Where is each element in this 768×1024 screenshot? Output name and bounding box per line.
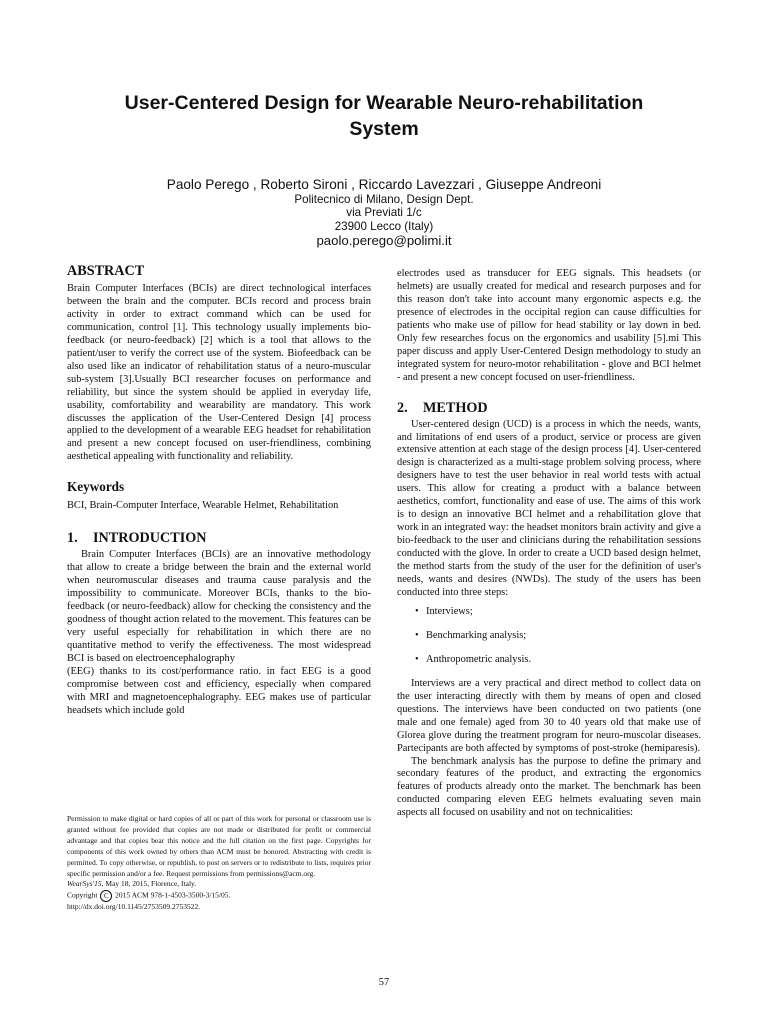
section-title: METHOD	[423, 399, 488, 416]
introduction-heading	[67, 529, 371, 547]
bullet-icon: •	[415, 653, 419, 665]
abstract-text: Brain Computer Interfaces (BCIs) are direct technological interfaces between the brain and the computer. BCIs record and process brain activity in order to extract command which can be used for communication, control [1]. This technology usually implements bio-feedback (or neuro-feedback) [2] which is a tool that allows to the patient/user to verify the correct use of the system. Biofeedback can be also used like an indicator of rehabilitation status of a neuro-muscular sub-system [3].Usually BCI researcher focuses on performance and reliability, but since the system should be applied in everyday life, usability, comfortability and wearability are mandatory. This work discusses the application of the User-Centered Design [4] process applied to the development of a wearable EEG headset for rehabilitation and present a new concept focused on user-friendliness, combining aesthetical appealing with functionality and reliability.	[67, 283, 371, 463]
author-list: Paolo Perego , Roberto Sironi , Riccardo Lavezzari , Giuseppe Andreoni	[166, 177, 602, 192]
page-number: 57	[378, 977, 390, 988]
keywords-heading: Keywords	[67, 479, 125, 495]
bullet-icon: •	[415, 605, 419, 617]
copyright-details: 2015 ACM 978-1-4503-3500-3/15/05.	[113, 891, 231, 901]
copyright-line	[67, 890, 371, 902]
list-item-text: Benchmarking analysis;	[426, 629, 527, 641]
benchmark-paragraph: The benchmark analysis has the purpose to define the primary and secondary features of the product, and extracting the ergonomics features of products already onto the market. The benchmark has been conducted comparing eleven EEG helmets evaluating seven main aspects all focused on usability and not on technicalities:	[397, 755, 701, 819]
section-title: INTRODUCTION	[93, 530, 207, 547]
bullet-icon: •	[415, 629, 419, 641]
introduction-paragraph-continued: (EEG) thanks to its cost/performance ratio. in fact EEG is a good compromise between cost and efficiency, especially when compared with MRI and magnetoencephalography. EEG makes use of particular headsets which include gold	[67, 665, 371, 716]
permission-notice	[67, 814, 371, 913]
list-item-text: Anthropometric analysis.	[426, 653, 532, 665]
method-steps-list	[397, 606, 701, 667]
affiliation-line: Politecnico di Milano, Design Dept.	[294, 193, 474, 206]
affiliation-block	[40, 193, 728, 233]
interviews-paragraph: Interviews are a very practical and direct method to collect data on the user interacting directly with them by means of open and closed questions. The interviews have been conducted on two patients (one male and one female) aged from 30 to 40 years old that make use of Glorea glove during the treatment program for neuro-muscolar diseases. Partecipants are both affected by symptoms of post-stroke (hemiparesis).	[397, 677, 701, 754]
section-number: 2.	[397, 399, 408, 416]
keywords-text: BCI, Brain-Computer Interface, Wearable Helmet, Rehabilitation	[67, 500, 339, 512]
affiliation-line: via Previati 1/c	[346, 206, 422, 220]
venue-line	[67, 879, 371, 890]
introduction-continuation: electrodes used as transducer for EEG signals. This headsets (or helmets) are usually created for medical and research purposes and for this reason don't take into account many ergonomic aspects e.g. the presence of electrodes in the occipital region can cause difficulties for patients who make use of pillow for head stability or lay down in bed. Only few researches focus on the ergonomics and usability [5].mi This paper discuss and apply User-Centered Design methodology to study an integrated system for neuro-motor rehabilitation - glove and BCI helmet - and present a new concept focused on user-friendliness.	[397, 268, 701, 383]
copyright-label: Copyright	[67, 891, 98, 901]
author-email: paolo.perego@polimi.it	[316, 233, 452, 248]
title-line-2: System	[349, 118, 419, 140]
permission-text: Permission to make digital or hard copies of all or part of this work for personal or classroom use is granted without fee provided that copies are not made or distributed for profit or commercial advantage and that copies bear this notice and the full citation on the first page. Copyrights for components of this work owned by others than ACM must be honored. Abstracting with credit is permitted. To copy otherwise, or republish, to post on servers or to redistribute to lists, requires prior specific permission and/or a fee. Request permissions from permissions@acm.org.	[67, 814, 371, 878]
list-item-text: Interviews;	[426, 605, 473, 617]
list-item	[415, 654, 701, 667]
list-item	[415, 606, 701, 619]
introduction-paragraph: Brain Computer Interfaces (BCIs) are an innovative methodology that allow to create a bridge between the brain and the external world when neuromuscular diseases and trauma cause paralysis and the impossibility to communicate. Moreover BCIs, thanks to the bio-feedback (or neuro-feedback) allow for checking the consistency and the goodness of thought action related to the movement. This features can be very useful especially for rehabilitation in which there are no quantitative method to verify the effectiveness. The most widespread BCI is based on electroencephalography	[67, 549, 371, 664]
copyright-icon: C	[100, 890, 112, 902]
left-column	[67, 262, 371, 718]
doi-link: http://dx.doi.org/10.1145/2753509.2753522.	[67, 902, 201, 912]
title-line-1: User-Centered Design for Wearable Neuro-rehabilitation	[124, 92, 644, 114]
abstract-heading: ABSTRACT	[67, 263, 145, 279]
affiliation-line: 23900 Lecco (Italy)	[334, 219, 434, 233]
method-heading	[397, 399, 701, 417]
paper-title	[40, 90, 728, 142]
right-column	[397, 268, 701, 820]
method-paragraph: User-centered design (UCD) is a process in which the needs, wants, and limitations of end users of a product, service or process are given extensive attention at each stage of the design process [4]. User-centered design is characterized as a multi-stage problem solving process, where designers have to test the user behavior in real world tests with actual users. This allow for creating a product with a balance between aesthetics, comfort, functionality and ease of use. The aims of this work is to design an innovative BCI helmet and a rehabilitation glove that work in an integrated way: the headset monitors brain activity and give a bio-feedback to the user and clinicians during the rehabilitation sessions conducted with the glove. In order to create a UCD based design helmet, the method starts from the study of the user for the definition of user's needs, wants and desires (NWDs). The study of the users has been conducted into three steps:	[397, 418, 701, 598]
venue-details: May 18, 2015, Florence, Italy.	[103, 879, 197, 889]
section-number: 1.	[67, 530, 78, 547]
list-item	[415, 630, 701, 643]
venue-name: WearSys'15,	[67, 879, 104, 889]
